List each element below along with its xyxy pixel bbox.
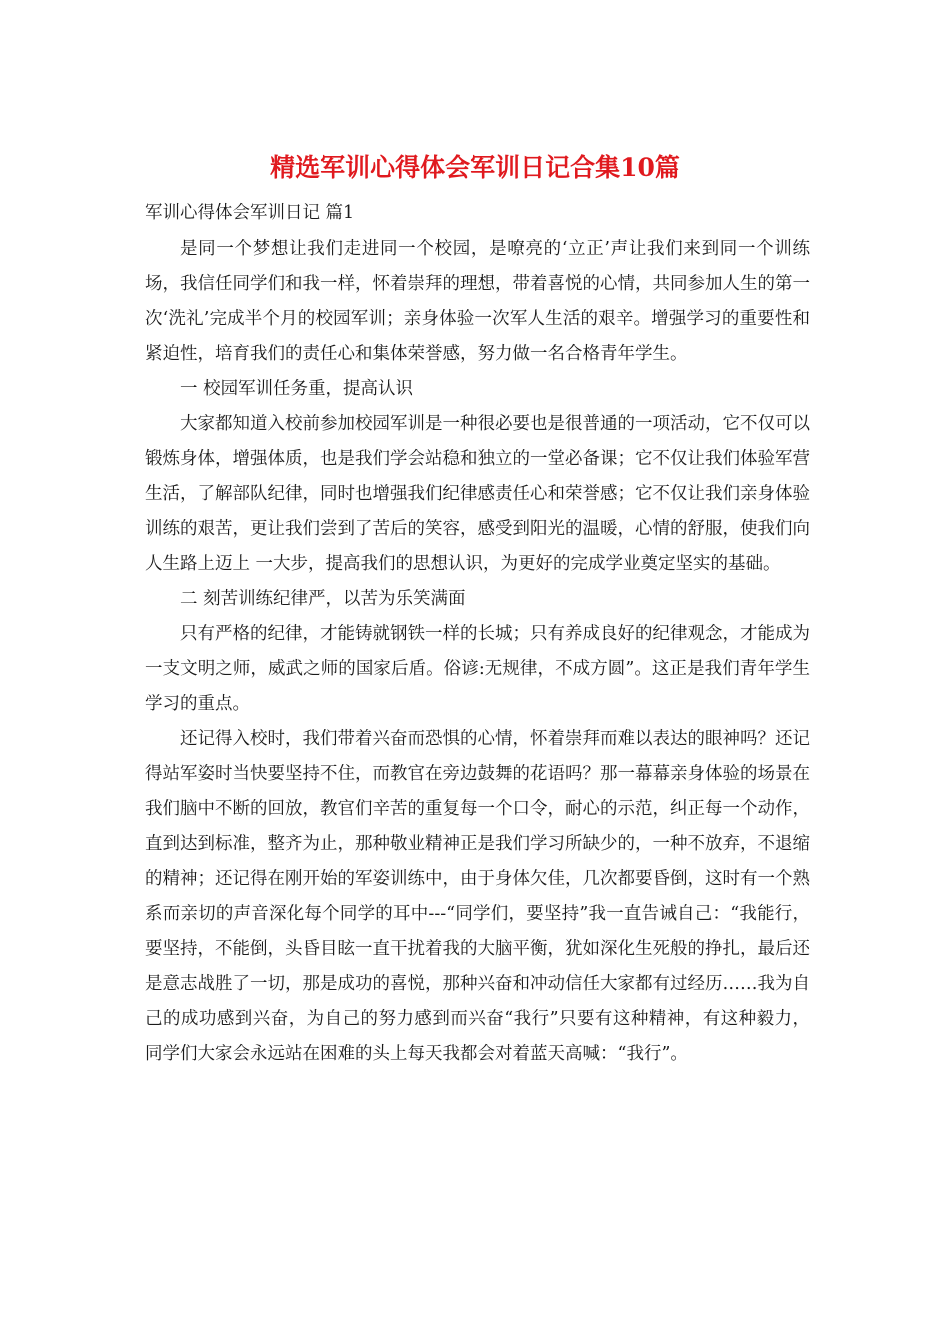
paragraph: 是同一个梦想让我们走进同一个校园，是嘹亮的‘立正’声让我们来到同一个训练场，我信任同学们和我一样，怀着崇拜的理想，带着喜悦的心情，共同参加人生的第一次‘洗礼’完成半个月的校园军训；亲身体验一次军人生活的艰辛。增强学习的重要性和紧迫性，培育我们的责任心和集体荣誉感，努力做一名合格青年学生。: [145, 239, 810, 364]
paragraph: 大家都知道入校前参加校园军训是一种很必要也是很普通的一项活动，它不仅可以锻炼身体，增强体质，也是我们学会站稳和独立的一堂必备课；它不仅让我们体验军营生活，了解部队纪律，同时也增强我们纪律感责任心和荣誉感；它不仅让我们亲身体验训练的艰苦，更让我们尝到了苦后的笑容，感受到阳光的温暖，心情的舒服，使我们向人生路上迈上 一大步，提高我们的思想认识，为更好的完成学业奠定坚实的基础。: [145, 414, 810, 574]
document-title: 精选军训心得体会军训日记合集10篇: [270, 153, 680, 182]
section-heading: 二 刻苦训练纪律严，以苦为乐笑满面: [180, 589, 466, 609]
paragraph: 还记得入校时，我们带着兴奋而恐惧的心情，怀着崇拜而难以表达的眼神吗？还记得站军姿时当快要坚持不住，而教官在旁边鼓舞的花语吗？那一幕幕亲身体验的场景在我们脑中不断的回放，教官们辛苦的重复每一个口令，耐心的示范，纠正每一个动作，直到达到标准，整齐为止，那种敬业精神正是我们学习所缺少的，一种不放弃，不退缩的精神；还记得在刚开始的军姿训练中，由于身体欠佳，几次都要昏倒，这时有一个熟系而亲切的声音深化每个同学的耳中---“同学们，要坚持”我一直告诫自己：“我能行，要坚持，不能倒，头昏目眩一直干扰着我的大脑平衡，犹如深化生死般的挣扎，最后还是意志战胜了一切，那是成功的喜悦，那种兴奋和冲动信任大家都有过经历……我为自己的成功感到兴奋，为自己的努力感到而兴奋“我行”只要有这种精神，有这种毅力，同学们大家会永远站在困难的头上每天我都会对着蓝天高喊：“我行”。: [145, 729, 810, 1064]
section-label: 军训心得体会军训日记 篇1: [145, 203, 355, 223]
section-heading: 一 校园军训任务重，提高认识: [180, 379, 414, 399]
document-body: [145, 196, 810, 1072]
paragraph: 只有严格的纪律，才能铸就钢铁一样的长城；只有养成良好的纪律观念，才能成为一支文明之师，威武之师的国家后盾。俗谚:无规律，不成方圆”。这正是我们青年学生学习的重点。: [145, 624, 810, 714]
